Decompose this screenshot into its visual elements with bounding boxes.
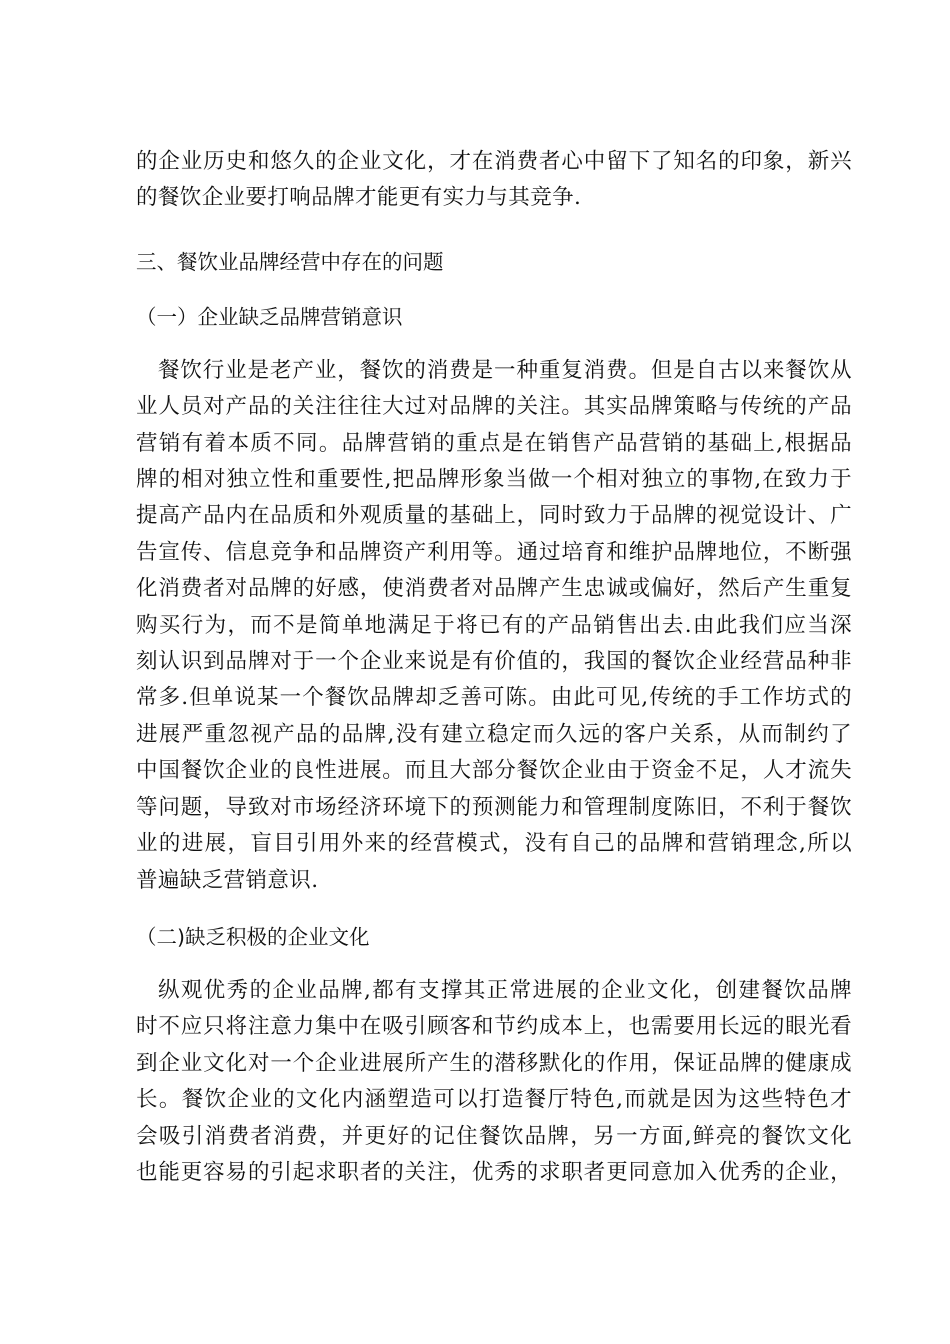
text-line: 等问题，导致对市场经济环境下的预测能力和管理制度陈旧，不利于餐饮 bbox=[136, 794, 852, 820]
text-line: 长。餐饮企业的文化内涵塑造可以打造餐厅特色,而就是因为这些特色才 bbox=[136, 1087, 852, 1113]
text-line: 餐饮行业是老产业，餐饮的消费是一种重复消费。但是自古以来餐饮从 bbox=[158, 357, 852, 383]
text-line: 到企业文化对一个企业进展所产生的潜移默化的作用，保证品牌的健康成 bbox=[136, 1050, 852, 1076]
section-heading: 三、餐饮业品牌经营中存在的问题 bbox=[136, 249, 444, 274]
text-line: 告宣传、信息竞争和品牌资产利用等。通过培育和维护品牌地位，不断强 bbox=[136, 539, 852, 565]
text-line: 牌的相对独立性和重要性,把品牌形象当做一个相对独立的事物,在致力于 bbox=[136, 467, 852, 493]
text-line: 时不应只将注意力集中在吸引顾客和节约成本上，也需要用长远的眼光看 bbox=[136, 1014, 852, 1040]
text-line: 购买行为，而不是简单地满足于将已有的产品销售出去.由此我们应当深 bbox=[136, 612, 852, 638]
subsection-heading-2: （二)缺乏积极的企业文化 bbox=[136, 924, 370, 949]
continuation-paragraph bbox=[136, 144, 852, 217]
text-line: 纵观优秀的企业品牌,都有支撑其正常进展的企业文化，创建餐饮品牌 bbox=[158, 977, 852, 1003]
subsection-heading-1: （一）企业缺乏品牌营销意识 bbox=[136, 304, 403, 329]
text-line: 化消费者对品牌的好感，使消费者对品牌产生忠诚或偏好，然后产生重复 bbox=[136, 576, 852, 602]
text-line: 营销有着本质不同。品牌营销的重点是在销售产品营销的基础上,根据品 bbox=[136, 430, 852, 456]
text-line: 提高产品内在品质和外观质量的基础上，同时致力于品牌的视觉设计、广 bbox=[136, 503, 852, 529]
text-line: 普遍缺乏营销意识. bbox=[136, 867, 319, 893]
text-line: 刻认识到品牌对于一个企业来说是有价值的，我国的餐饮企业经营品种非 bbox=[136, 649, 852, 675]
text-line: 的餐饮企业要打响品牌才能更有实力与其竞争. bbox=[136, 185, 582, 211]
paragraph-brand-marketing bbox=[136, 353, 852, 899]
text-line: 中国餐饮企业的良性进展。而且大部分餐饮企业由于资金不足，人才流失 bbox=[136, 758, 852, 784]
text-line: 业的进展，盲目引用外来的经营模式，没有自己的品牌和营销理念,所以 bbox=[136, 831, 852, 857]
text-line: 的企业历史和悠久的企业文化，才在消费者心中留下了知名的印象，新兴 bbox=[136, 149, 852, 174]
paragraph-corporate-culture bbox=[136, 973, 852, 1191]
document-page bbox=[136, 144, 852, 1191]
text-line: 常多.但单说某一个餐饮品牌却乏善可陈。由此可见,传统的手工作坊式的 bbox=[136, 685, 852, 711]
text-line: 会吸引消费者消费，并更好的记住餐饮品牌，另一方面,鲜亮的餐饮文化 bbox=[136, 1123, 852, 1149]
text-line: 业人员对产品的关注往往大过对品牌的关注。其实品牌策略与传统的产品 bbox=[136, 394, 852, 420]
text-line: 进展严重忽视产品的品牌,没有建立稳定而久远的客户关系，从而制约了 bbox=[136, 721, 852, 747]
text-line: 也能更容易的引起求职者的关注，优秀的求职者更同意加入优秀的企业， bbox=[136, 1159, 852, 1185]
